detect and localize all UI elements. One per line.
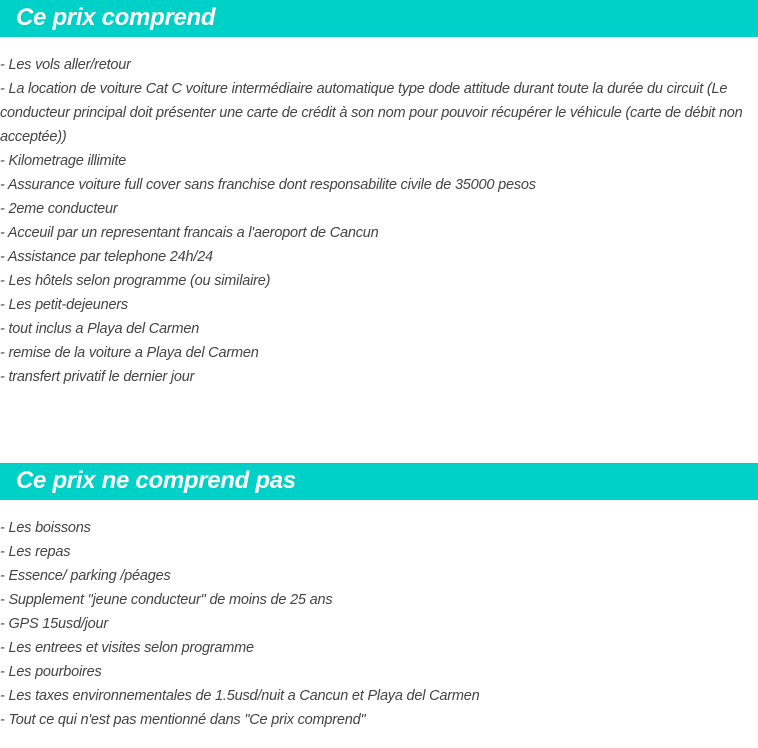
included-title: Ce prix comprend [16, 4, 216, 31]
included-item: - Les petit-dejeuners [0, 297, 128, 313]
included-item: - transfert privatif le dernier jour [0, 369, 195, 385]
included-item: - Assurance voiture full cover sans franchise dont responsabilite civile de 35000 pesos [0, 177, 536, 193]
excluded-item: - Les repas [0, 544, 71, 560]
excluded-item: - Supplement "jeune conducteur" de moins de 25 ans [0, 592, 333, 608]
excluded-item: - Les boissons [0, 520, 91, 536]
included-item: - La location de voiture Cat C voiture intermédiaire automatique type dode attitude durant toute la durée du circuit (Le conducteur principal doit présenter une carte de crédit à son nom pour pouvoir récupérer le véhicule (carte de débit non acceptée)) [0, 81, 743, 145]
included-item: - Les hôtels selon programme (ou similaire) [0, 273, 271, 289]
included-header [0, 0, 758, 37]
included-list [0, 53, 758, 389]
included-item: - 2eme conducteur [0, 201, 118, 217]
excluded-list [0, 516, 758, 732]
included-item: - Les vols aller/retour [0, 57, 131, 73]
excluded-item: - Essence/ parking /péages [0, 568, 171, 584]
excluded-title: Ce prix ne comprend pas [16, 467, 296, 494]
included-item: - tout inclus a Playa del Carmen [0, 321, 200, 337]
included-item: - Kilometrage illimite [0, 153, 127, 169]
included-item: - Assistance par telephone 24h/24 [0, 249, 213, 265]
included-item: - remise de la voiture a Playa del Carmen [0, 345, 259, 361]
excluded-item: - GPS 15usd/jour [0, 616, 109, 632]
excluded-item: - Tout ce qui n'est pas mentionné dans "Ce prix comprend" [0, 712, 366, 728]
excluded-item: - Les taxes environnementales de 1.5usd/nuit a Cancun et Playa del Carmen [0, 688, 480, 704]
excluded-item: - Les entrees et visites selon programme [0, 640, 254, 656]
included-item: - Acceuil par un representant francais a l'aeroport de Cancun [0, 225, 379, 241]
excluded-item: - Les pourboires [0, 664, 102, 680]
excluded-header [0, 463, 758, 500]
